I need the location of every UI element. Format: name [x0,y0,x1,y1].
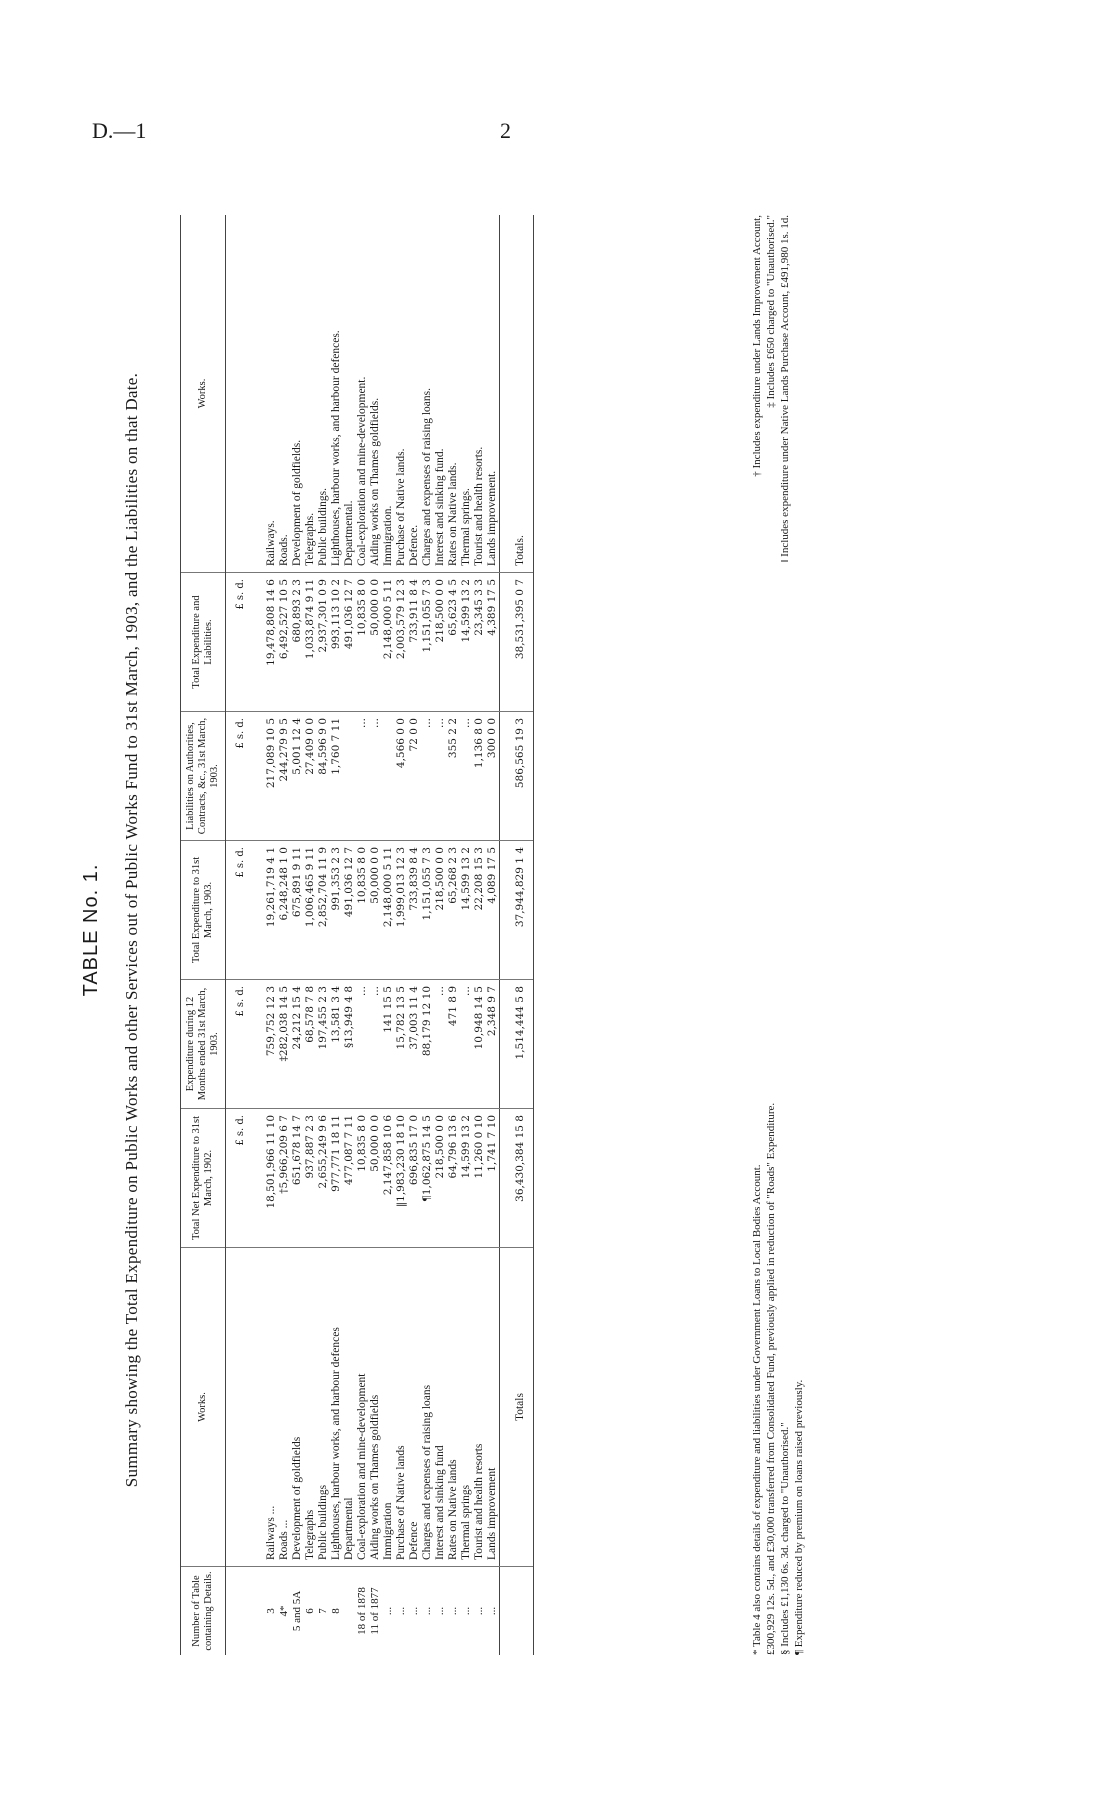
liab-cell: ... [369,712,382,841]
works-cell: Interest and sinking fund [434,1248,447,1567]
exp12-cell: ... [356,980,369,1109]
total-cell: 991,353 2 3 [330,841,343,980]
exp12-cell: ... [434,980,447,1109]
summary-table [180,215,534,1655]
net-cell: 651,678 14 7 [291,1109,304,1248]
table-row [356,215,369,1655]
totals-total-liab: 38,531,395 0 7 [500,573,534,712]
net-cell: 1,741 7 10 [486,1109,500,1248]
total-liab-cell: 2,937,301 0 9 [317,573,330,712]
total-liab-cell: 19,478,808 14 6 [247,573,278,712]
total-cell: 19,261,719 4 1 [247,841,278,980]
works-label-cell: Immigration. [382,215,395,573]
totals-liab: 586,565 19 3 [500,712,534,841]
table-ref-cell: ... [382,1606,394,1616]
rotated-table-page [80,150,980,1710]
net-cell: 14,599 13 2 [460,1109,473,1248]
works-label-cell: Departmental. [343,215,356,573]
liab-cell: 300 0 0 [486,712,500,841]
net-cell: ¶1,062,875 14 5 [421,1109,434,1248]
footnote: ¶ Expenditure reduced by premium on loans raised previously. [793,1379,805,1655]
exp12-cell: 10,948 14 5 [473,980,486,1109]
table-row [447,215,460,1655]
liab-cell: 244,279 9 5 [278,712,291,841]
exp12-cell: 68,578 7 8 [304,980,317,1109]
table-ref-cell: ... [460,1606,472,1616]
net-cell: 696,835 17 0 [408,1109,421,1248]
total-liab-cell: 993,113 10 2 [330,573,343,712]
table-ref-cell: 7 [317,1608,329,1614]
liab-cell: 355 2 2 [447,712,460,841]
table-row [343,215,356,1655]
totals-label: Totals [500,1248,534,1567]
table-ref-cell: 18 of 1878 [356,1587,368,1635]
works-cell: Development of goldfields [291,1248,304,1567]
works-cell: Telegraphs [304,1248,317,1567]
table-row [395,215,408,1655]
table-ref-cell [343,1567,356,1656]
net-cell: †5,966,209 6 7 [278,1109,291,1248]
works-cell: Immigration [382,1248,395,1567]
total-liab-cell: 733,911 8 4 [408,573,421,712]
total-liab-cell: 10,835 8 0 [356,573,369,712]
header-row [181,215,226,1655]
total-liab-cell: 50,000 0 0 [369,573,382,712]
total-liab-cell: 680,893 2 3 [291,573,304,712]
unit-row [226,215,248,1655]
liab-cell: 217,089 10 5 [247,712,278,841]
totals-label-right: Totals. [500,215,534,573]
table-row [317,215,330,1655]
liab-cell: 5,001 12 4 [291,712,304,841]
works-label-cell: Rates on Native lands. [447,215,460,573]
table-title: TABLE No. 1. [80,863,102,997]
works-cell: Lighthouses, harbour works, and harbour defences [330,1248,343,1567]
works-label-cell: Charges and expenses of raising loans. [421,215,434,573]
exp12-cell: §13,949 4 8 [343,980,356,1109]
unit-cell: £ s. d. [226,980,248,1109]
total-cell: 1,151,055 7 3 [421,841,434,980]
works-cell: Departmental [343,1248,356,1567]
table-row [382,215,395,1655]
table-ref-cell: ... [447,1606,459,1616]
works-cell: Thermal springs [460,1248,473,1567]
net-cell: 11,260 0 10 [473,1109,486,1248]
net-cell: 2,655,249 9 6 [317,1109,330,1248]
works-label-cell: Tourist and health resorts. [473,215,486,573]
net-cell: 18,501,966 11 10 [247,1109,278,1248]
table-ref-cell: ... [473,1606,485,1616]
exp12-cell: 37,003 11 4 [408,980,421,1109]
total-cell: 2,852,704 11 9 [317,841,330,980]
table-ref-cell: ... [486,1606,498,1616]
table-ref-cell: 8 [330,1608,342,1614]
net-cell: 64,796 13 6 [447,1109,460,1248]
liab-cell: ... [434,712,447,841]
col-total-liab-header: Total Expenditure and Liabilities. [181,573,226,712]
footnote: * Table 4 also contains details of expenditure and liabilities under Government Loans to Local Bodies Account. [751,1164,763,1655]
works-label-cell: Public buildings. [317,215,330,573]
total-cell: 1,006,465 9 11 [304,841,317,980]
total-cell: 6,248,248 1 0 [278,841,291,980]
works-cell: Rates on Native lands [447,1248,460,1567]
liab-cell: 1,760 7 11 [330,712,343,841]
total-cell: 733,839 8 4 [408,841,421,980]
works-cell: Defence [408,1248,421,1567]
exp12-cell: ‡282,038 14 5 [278,980,291,1109]
exp12-cell: 13,581 3 4 [330,980,343,1109]
unit-cell: £ s. d. [226,573,248,712]
total-liab-cell: 491,036 12 7 [343,573,356,712]
works-label-cell: Thermal springs. [460,215,473,573]
table-ref-cell: ... [421,1606,433,1616]
liab-cell: 84,596 9 0 [317,712,330,841]
col-total-header: Total Expenditure to 31st March, 1903. [181,841,226,980]
works-cell: Charges and expenses of raising loans [421,1248,434,1567]
total-liab-cell: 65,623 4 5 [447,573,460,712]
total-liab-cell: 14,599 13 2 [460,573,473,712]
table-ref-cell: 6 [304,1608,316,1614]
col-works-header: Works. [181,1248,226,1567]
total-cell: 675,891 9 11 [291,841,304,980]
net-cell: 977,771 18 11 [330,1109,343,1248]
works-cell: Railways ... [247,1248,278,1567]
exp12-cell: 759,752 12 3 [247,980,278,1109]
total-liab-cell: 1,033,874 9 11 [304,573,317,712]
total-cell: 10,835 8 0 [356,841,369,980]
total-cell: 50,000 0 0 [369,841,382,980]
exp12-cell: 197,455 2 3 [317,980,330,1109]
net-cell: 2,147,858 10 6 [382,1109,395,1248]
col-ref-header: Number of Table containing Details. [181,1567,226,1656]
table-ref-cell: 5 and 5A [291,1590,303,1632]
exp12-cell: 88,179 12 10 [421,980,434,1109]
works-label-cell: Interest and sinking fund. [434,215,447,573]
total-cell: 65,268 2 3 [447,841,460,980]
liab-cell: 4,566 0 0 [395,712,408,841]
footnote: £300,929 12s. 5d., and £30,000 transferred from Consolidated Fund, previously applied in reduction of "Roads" Expenditure. [765,1102,777,1655]
works-label-cell: Defence. [408,215,421,573]
totals-total: 37,944,829 1 4 [500,841,534,980]
table-row [278,215,291,1655]
table-row [434,215,447,1655]
table-row [369,215,382,1655]
net-cell: 218,500 0 0 [434,1109,447,1248]
total-liab-cell: 1,151,055 7 3 [421,573,434,712]
exp12-cell: 141 15 5 [382,980,395,1109]
liab-cell: ... [421,712,434,841]
works-label-cell: Telegraphs. [304,215,317,573]
totals-net: 36,430,384 15 8 [500,1109,534,1248]
exp12-cell: 24,212 15 4 [291,980,304,1109]
net-cell: 937,887 2 3 [304,1109,317,1248]
col-net-header: Total Net Expenditure to 31st March, 1902. [181,1109,226,1248]
footnote: ‡ Includes £650 charged to "Unauthorised." [765,215,777,408]
liab-cell: 1,136 8 0 [473,712,486,841]
works-cell: Roads ... [278,1248,291,1567]
footnote: † Includes expenditure under Lands Improvement Account, [751,215,763,477]
liab-cell: ... [460,712,473,841]
col-exp12-header: Expenditure during 12 Months ended 31st March, 1903. [181,980,226,1109]
table-subtitle: Summary showing the Total Expenditure on Public Works and other Services out of Public Works Fund to 31st March, 1903, and the Liabilities on that Date. [122,372,141,1488]
total-cell: 2,148,000 5 11 [382,841,395,980]
liab-cell [382,712,395,841]
table-row [247,215,278,1655]
table-ref-cell: ... [408,1606,420,1616]
exp12-cell: 15,782 13 5 [395,980,408,1109]
net-cell: 10,835 8 0 [356,1109,369,1248]
totals-row [500,215,534,1655]
totals-exp12: 1,514,444 5 8 [500,980,534,1109]
liab-cell: 72 0 0 [408,712,421,841]
unit-cell: £ s. d. [226,841,248,980]
footnote: § Includes £1,130 6s. 3d. charged to "Unauthorised." [779,1422,791,1655]
table-row [330,215,343,1655]
net-cell: 50,000 0 0 [369,1109,382,1248]
works-cell: Purchase of Native lands [395,1248,408,1567]
works-cell: Lands improvement [486,1248,500,1567]
exp12-cell: 2,348 9 7 [486,980,500,1109]
works-label-cell: Coal-exploration and mine-development. [356,215,369,573]
footnote: ‖ Includes expenditure under Native Lands Purchase Account, £491,980 1s. 1d. [779,215,791,563]
total-liab-cell: 218,500 0 0 [434,573,447,712]
works-label-cell: Aiding works on Thames goldfields. [369,215,382,573]
table-ref-cell: 3 [265,1608,277,1614]
works-cell: Coal-exploration and mine-development [356,1248,369,1567]
page-number: 2 [500,118,511,143]
total-liab-cell: 4,389 17 5 [486,573,500,712]
table-ref-cell: ... [434,1606,446,1616]
table-row [473,215,486,1655]
unit-cell: £ s. d. [226,1109,248,1248]
table-row [486,215,500,1655]
footnotes [750,215,806,1655]
net-cell: 477,087 7 11 [343,1109,356,1248]
table-row [460,215,473,1655]
total-cell: 4,089 17 5 [486,841,500,980]
page-code: D.—1 [92,118,147,143]
works-label-cell: Lighthouses, harbour works, and harbour defences. [330,215,343,573]
works-label-cell: Roads. [278,215,291,573]
works-label-cell: Purchase of Native lands. [395,215,408,573]
total-cell: 491,036 12 7 [343,841,356,980]
liab-cell: 27,409 0 0 [304,712,317,841]
total-liab-cell: 23,345 3 3 [473,573,486,712]
works-label-cell: Development of goldfields. [291,215,304,573]
liab-cell: ... [356,712,369,841]
exp12-cell: ... [369,980,382,1109]
total-cell: 14,599 13 2 [460,841,473,980]
table-row [304,215,317,1655]
total-cell: 218,500 0 0 [434,841,447,980]
exp12-cell: ... [460,980,473,1109]
table-row [291,215,304,1655]
works-label-cell: Lands improvement. [486,215,500,573]
total-liab-cell: 6,492,527 10 5 [278,573,291,712]
works-label-cell: Railways. [247,215,278,573]
exp12-cell: 471 8 9 [447,980,460,1109]
total-cell: 22,208 15 3 [473,841,486,980]
works-cell: Tourist and health resorts [473,1248,486,1567]
table-ref-cell: ... [395,1606,407,1616]
table-row [421,215,434,1655]
total-cell: 1,999,013 12 3 [395,841,408,980]
works-cell: Aiding works on Thames goldfields [369,1248,382,1567]
unit-cell: £ s. d. [226,712,248,841]
total-liab-cell: 2,003,579 12 3 [395,573,408,712]
total-liab-cell: 2,148,000 5 11 [382,573,395,712]
works-cell: Public buildings [317,1248,330,1567]
liab-cell [343,712,356,841]
table-row [408,215,421,1655]
table-ref-cell: 4* [278,1605,290,1617]
table-ref-cell: 11 of 1877 [369,1587,381,1635]
net-cell: ‖1,983,230 18 10 [395,1109,408,1248]
col-works2-header: Works. [181,215,226,573]
col-liab-header: Liabilities on Authorities, Contracts, &c., 31st March, 1903. [181,712,226,841]
